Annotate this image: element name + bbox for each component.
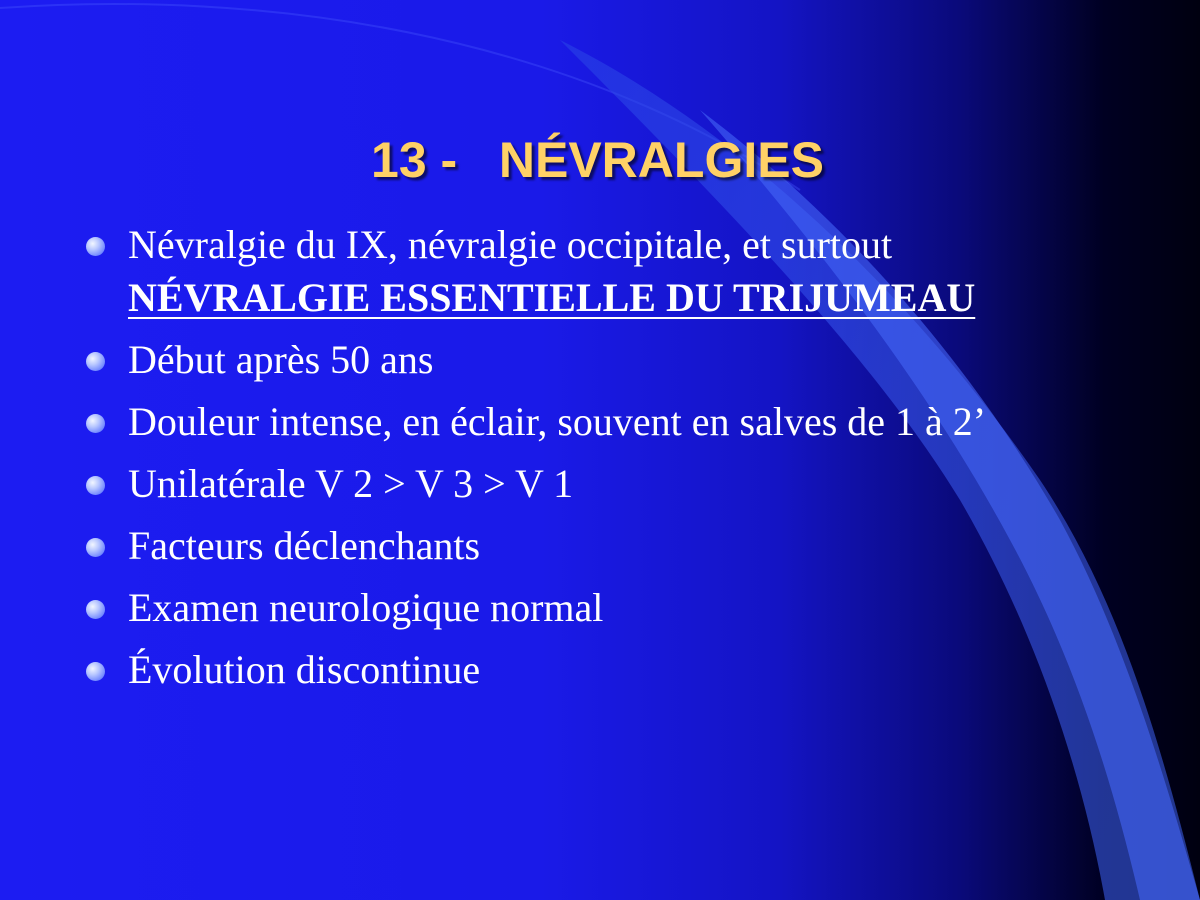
- list-item: [86, 581, 1086, 634]
- list-item: [86, 519, 1086, 572]
- list-item: [86, 395, 1086, 448]
- bullet-text: Facteurs déclenchants: [128, 523, 481, 568]
- bullet-dot-icon: [86, 476, 105, 495]
- bullet-text: Douleur intense, en éclair, souvent en salves de 1 à 2’: [128, 399, 987, 444]
- bullet-dot-icon: [86, 662, 105, 681]
- bullet-text: Évolution discontinue: [128, 647, 481, 692]
- bullet-emphasis: NÉVRALGIE ESSENTIELLE DU TRIJUMEAU: [128, 275, 976, 320]
- bullet-dot-icon: [86, 237, 105, 256]
- bullet-text: Unilatérale V 2 > V 3 > V 1: [128, 461, 574, 506]
- list-item: [86, 457, 1086, 510]
- bullet-dot-icon: [86, 352, 105, 371]
- bullet-list: [86, 218, 1086, 705]
- bullet-text: Début après 50 ans: [128, 337, 434, 382]
- bullet-dot-icon: [86, 600, 105, 619]
- list-item: [86, 333, 1086, 386]
- bullet-text: Névralgie du IX, névralgie occipitale, et surtout: [128, 222, 893, 267]
- slide-title: 13 - NÉVRALGIES: [371, 132, 824, 188]
- bullet-dot-icon: [86, 538, 105, 557]
- bullet-text: Examen neurologique normal: [128, 585, 604, 630]
- list-item: [86, 643, 1086, 696]
- bullet-dot-icon: [86, 414, 105, 433]
- list-item: [86, 218, 1086, 324]
